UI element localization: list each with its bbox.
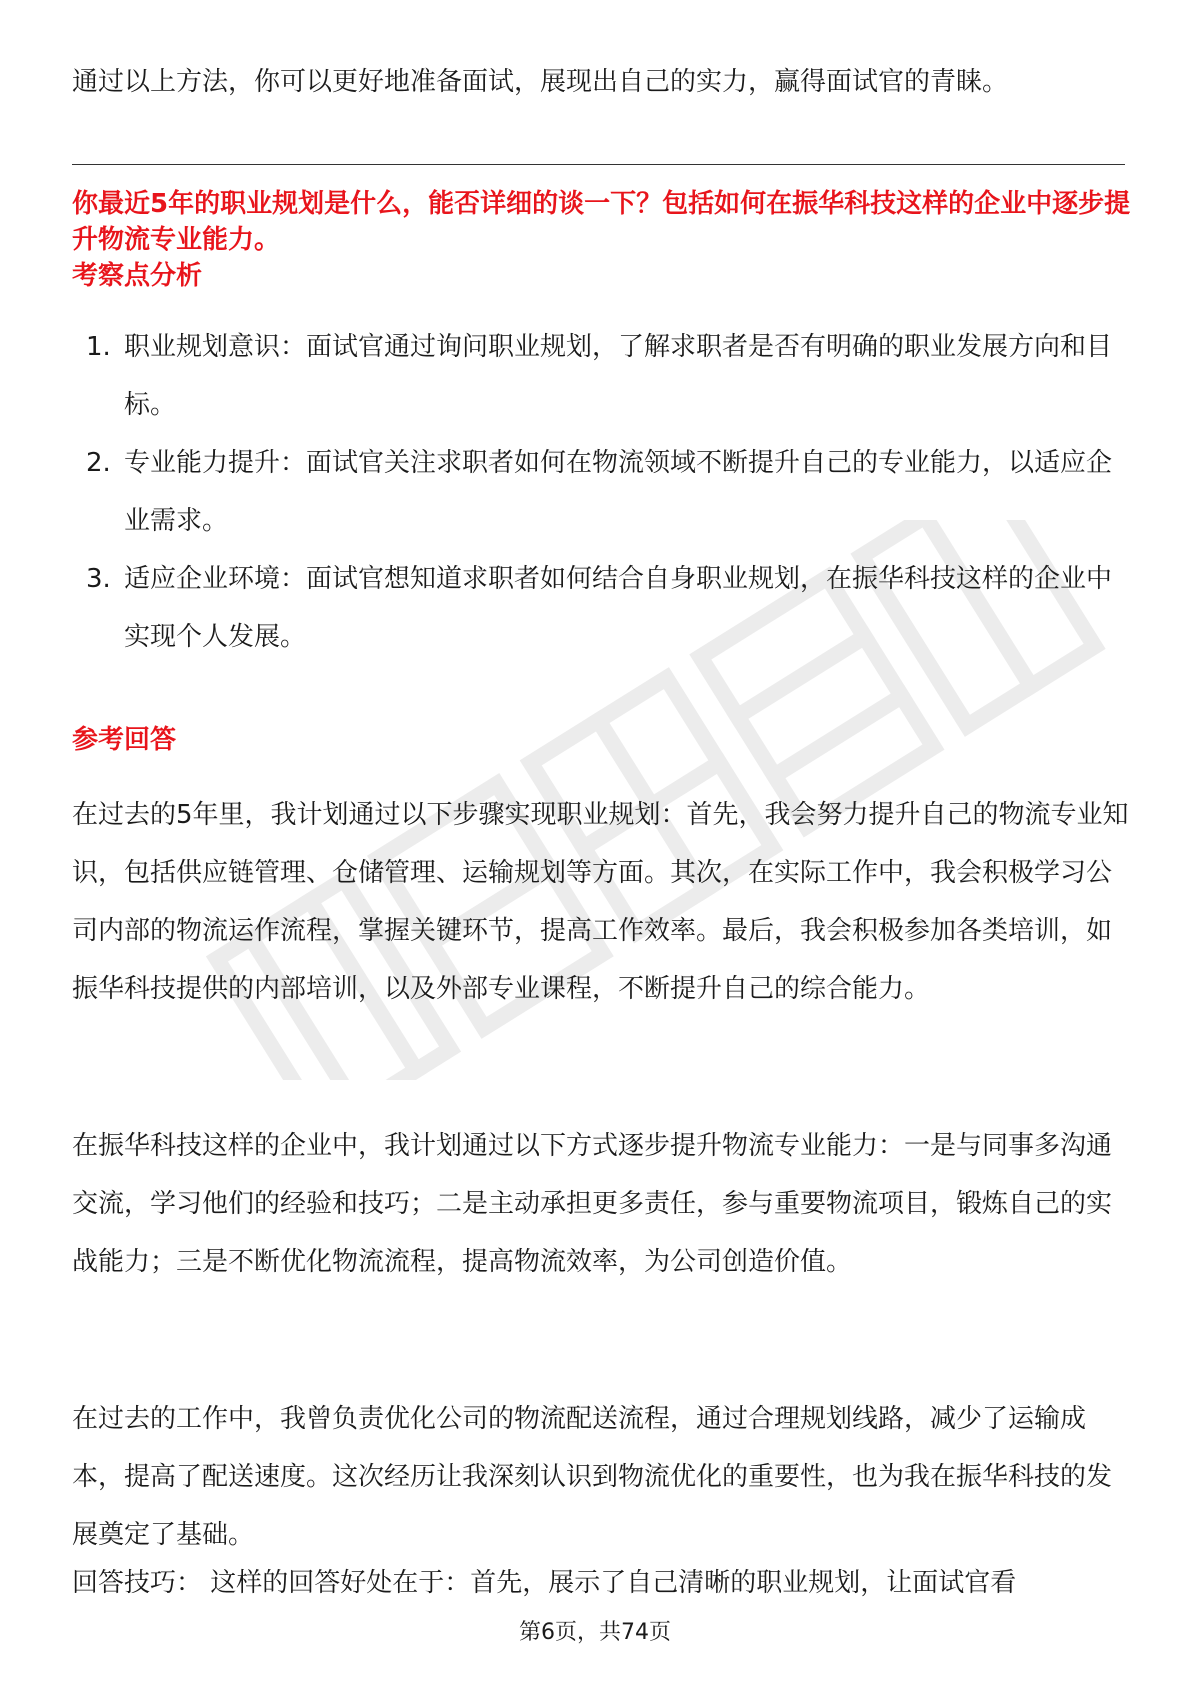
point-text: 适应企业环境：面试官想知道求职者如何结合自身职业规划，在振华科技这样的企业中实现个人发展。	[124, 564, 1113, 652]
answer-paragraph: 在过去的工作中，我曾负责优化公司的物流配送流程，通过合理规划线路，减少了运输成本，提高了配送速度。这次经历让我深刻认识到物流优化的重要性，也为我在振华科技的发展奠定了基础。	[72, 1404, 1113, 1550]
answer-title: 参考回答	[72, 725, 177, 755]
analysis-point	[72, 434, 1132, 550]
analysis-points	[72, 318, 1132, 666]
answer-paragraph: 在振华科技这样的企业中，我计划通过以下方式逐步提升物流专业能力：一是与同事多沟通交流，学习他们的经验和技巧；二是主动承担更多责任，参与重要物流项目，锻炼自己的实战能力；三是不断优化物流流程，提高物流效率，为公司创造价值。	[72, 1131, 1113, 1277]
interview-question: 你最近5年的职业规划是什么，能否详细的谈一下？包括如何在振华科技这样的企业中逐步提升物流专业能力。	[72, 189, 1131, 255]
point-text: 职业规划意识：面试官通过询问职业规划，了解求职者是否有明确的职业发展方向和目标。	[124, 332, 1113, 420]
answer-tip: 回答技巧： 这样的回答好处在于：首先，展示了自己清晰的职业规划，让面试官看	[72, 1568, 1017, 1598]
point-number: 3.	[86, 564, 111, 594]
section-divider	[72, 164, 1125, 165]
page-number: 第6页，共74页	[519, 1620, 671, 1645]
point-number: 1.	[86, 332, 111, 362]
intro-text: 通过以上方法，你可以更好地准备面试，展现出自己的实力，赢得面试官的青睐。	[72, 67, 1009, 97]
analysis-point	[72, 550, 1132, 666]
analysis-title: 考察点分析	[72, 261, 203, 291]
point-number: 2.	[86, 448, 111, 478]
analysis-point	[72, 318, 1132, 434]
point-text: 专业能力提升：面试官关注求职者如何在物流领域不断提升自己的专业能力，以适应企业需求。	[124, 448, 1113, 536]
answer-paragraph: 在过去的5年里，我计划通过以下步骤实现职业规划：首先，我会努力提升自己的物流专业知识，包括供应链管理、仓储管理、运输规划等方面。其次，在实际工作中，我会积极学习公司内部的物流运作流程，掌握关键环节，提高工作效率。最后，我会积极参加各类培训，如振华科技提供的内部培训，以及外部专业课程，不断提升自己的综合能力。	[72, 800, 1129, 1004]
